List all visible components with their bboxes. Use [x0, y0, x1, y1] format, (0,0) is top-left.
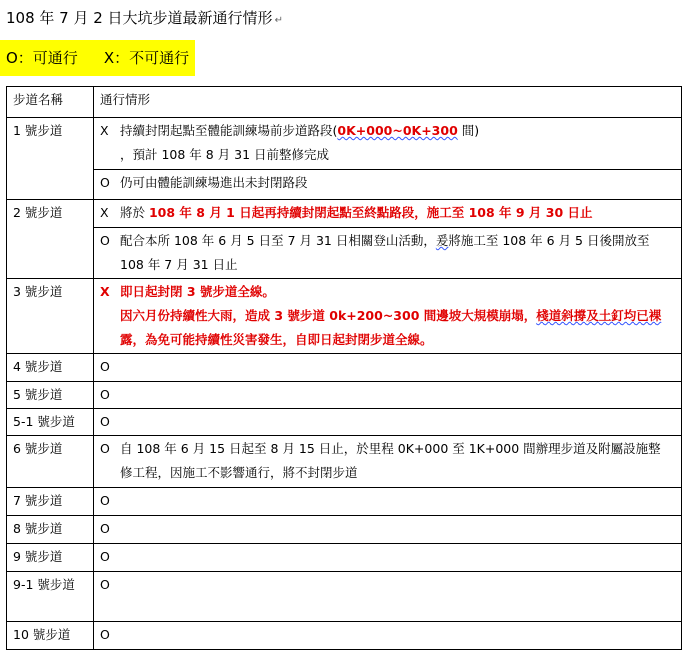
table-row: [7, 544, 682, 572]
status-cell: O: [94, 354, 682, 382]
table-row: [7, 382, 682, 409]
status-cell: O 仍可由體能訓練場進出未封閉路段: [94, 170, 682, 200]
table-row: [7, 354, 682, 382]
header-status: 通行情形: [94, 87, 682, 118]
trail-name: 2 號步道: [7, 200, 94, 279]
status-cell: O: [94, 544, 682, 572]
table-row: [7, 228, 682, 279]
table-row: [7, 516, 682, 544]
table-row: [7, 622, 682, 650]
trail-name: 7 號步道: [7, 488, 94, 516]
table-row: [7, 170, 682, 200]
status-cell: O: [94, 409, 682, 436]
status-cell: O: [94, 382, 682, 409]
trail-status-table: [6, 86, 682, 650]
trail-name: 5 號步道: [7, 382, 94, 409]
trail-name: 3 號步道: [7, 279, 94, 354]
header-trail-name: 步道名稱: [7, 87, 94, 118]
status-cell: O 配合本所 108 年 6 月 5 日至 7 月 31 日相關登山活動，爰將施工至 108 年 6 月 5 日後開放至 108 年 7 月 31 日止: [94, 228, 682, 279]
status-cell: O: [94, 572, 682, 622]
trail-name: 9-1 號步道: [7, 572, 94, 622]
status-cell: O: [94, 622, 682, 650]
status-legend: [0, 40, 195, 76]
table-row: [7, 200, 682, 228]
status-cell: X 持續封閉起點至體能訓練場前步道路段(0K+000~0K+300 間) ，預計 108 年 8 月 31 日前整修完成: [94, 118, 682, 170]
table-row: [7, 118, 682, 170]
status-cell: X 將於 108 年 8 月 1 日起再持續封閉起點至終點路段，施工至 108 年 9 月 30 日止: [94, 200, 682, 228]
trail-name: 1 號步道: [7, 118, 94, 200]
trail-name: 9 號步道: [7, 544, 94, 572]
trail-name: 4 號步道: [7, 354, 94, 382]
trail-name: 5-1 號步道: [7, 409, 94, 436]
trail-name: 10 號步道: [7, 622, 94, 650]
status-cell: O 自 108 年 6 月 15 日起至 8 月 15 日止，於里程 0K+000 至 1K+000 間辦理步道及附屬設施整 修工程，因施工不影響通行，將不封閉步道: [94, 436, 682, 488]
trail-name: 8 號步道: [7, 516, 94, 544]
status-cell: X 即日起封閉 3 號步道全線。 因六月份持續性大雨，造成 3 號步道 0k+200~300 間邊坡大規模崩塌，棧道斜撐及土釘均已裸 露，為免可能持續性災害發生，自即日起封閉步道全線。: [94, 279, 682, 354]
table-row: [7, 409, 682, 436]
trail-name: 6 號步道: [7, 436, 94, 488]
page-title: 108 年 7 月 2 日大坑步道最新通行情形 ↵: [6, 9, 283, 27]
table-row: [7, 488, 682, 516]
table-row: [7, 572, 682, 622]
legend-nopass: X：不可通行: [103, 49, 190, 67]
legend-pass: O：可通行: [6, 49, 78, 67]
status-cell: O: [94, 516, 682, 544]
status-cell: O: [94, 488, 682, 516]
table-row: [7, 436, 682, 488]
table-header-row: [7, 87, 682, 118]
table-row: [7, 279, 682, 354]
